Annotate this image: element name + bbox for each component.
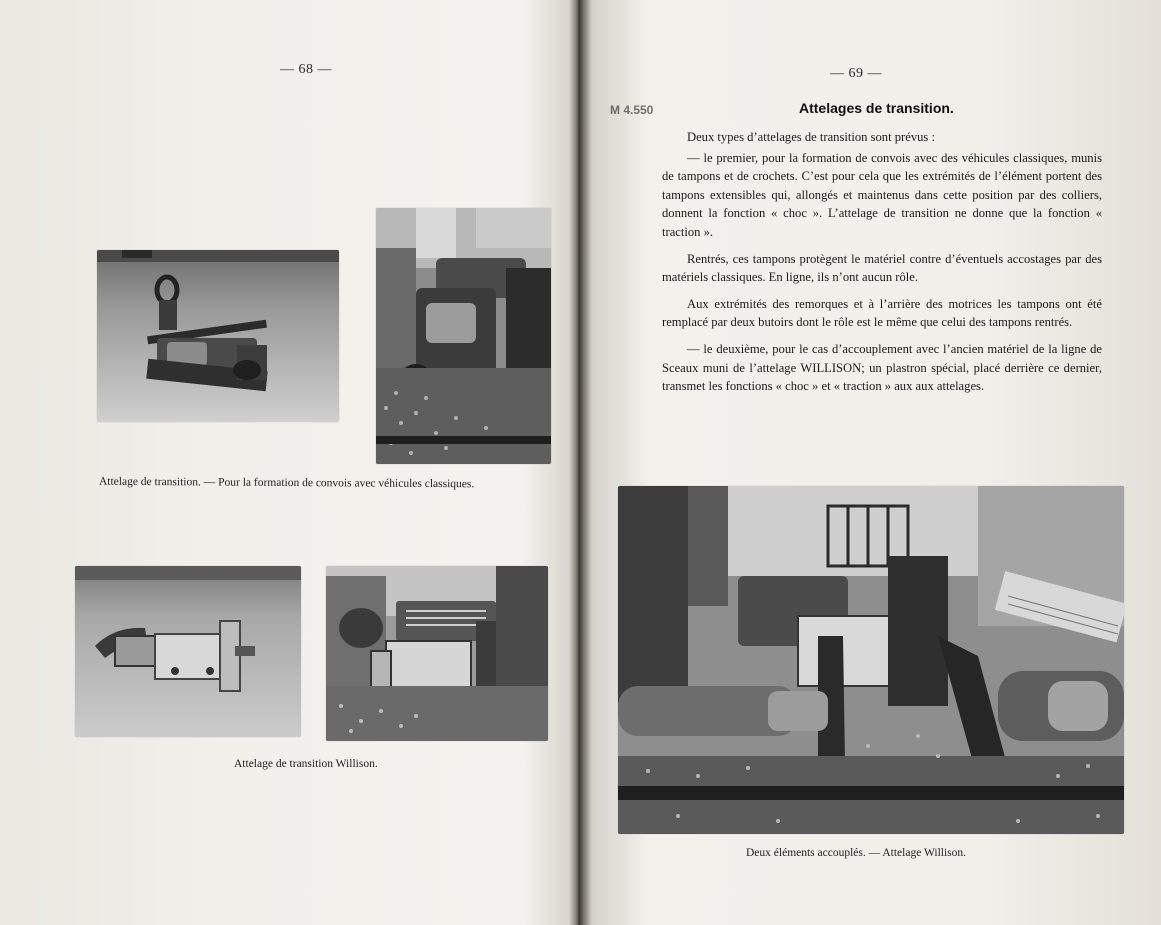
photo-willison-coupling-ground xyxy=(75,566,301,737)
right-page xyxy=(582,0,1161,925)
section-title: Attelages de transition. xyxy=(799,100,954,116)
margin-reference-code: M 4.550 xyxy=(610,103,654,117)
photo-transition-coupling-ground xyxy=(97,250,339,422)
photo-willison-coupling-vehicle xyxy=(326,566,548,741)
caption-willison-coupling: Attelage de transition Willison. xyxy=(234,758,378,770)
page-number-69: — 69 — xyxy=(830,66,882,81)
paragraph-2: — le premier, pour la formation de convois avec des véhicules classiques, munis de tampons et de crochets. C’est pour cela que les extrémités de l’élément portent des tampons extensibles qui, allongés et maintenus dans cette position par des colliers, donnent la fonction « choc ». L’attelage de transition ne donne que la fonction « traction ». xyxy=(662,150,1102,239)
paragraph-4: Aux extrémités des remorques et à l’arrière des motrices les tampons ont été remplacé par deux butoirs dont le rôle est le même que celui des tampons rentrés. xyxy=(662,296,1102,330)
paragraph-1: Deux types d’attelages de transition sont prévus : xyxy=(687,130,935,144)
body-text xyxy=(662,128,1102,404)
photo-two-coupled-elements xyxy=(618,486,1124,834)
left-page xyxy=(0,0,576,925)
caption-two-coupled-elements: Deux éléments accouplés. — Attelage Willison. xyxy=(746,847,967,859)
caption-transition-coupling: Attelage de transition. — Pour la formation de convois avec véhicules classiques. xyxy=(98,475,475,491)
photo-transition-coupling-vehicle xyxy=(376,208,551,464)
page-number-68: — 68 — xyxy=(280,62,332,77)
paragraph-5: — le deuxième, pour le cas d’accouplement avec l’ancien matériel de la ligne de Sceaux muni de l’attelage WILLISON; un plastron spécial, placé derrière ce dernier, transmet les fonctions « choc » et « traction » aux aux attelages. xyxy=(662,341,1102,394)
paragraph-3: Rentrés, ces tampons protègent le matériel contre d’éventuels accostages par des matériels classiques. En ligne, ils n’ont aucun rôle. xyxy=(662,251,1102,285)
